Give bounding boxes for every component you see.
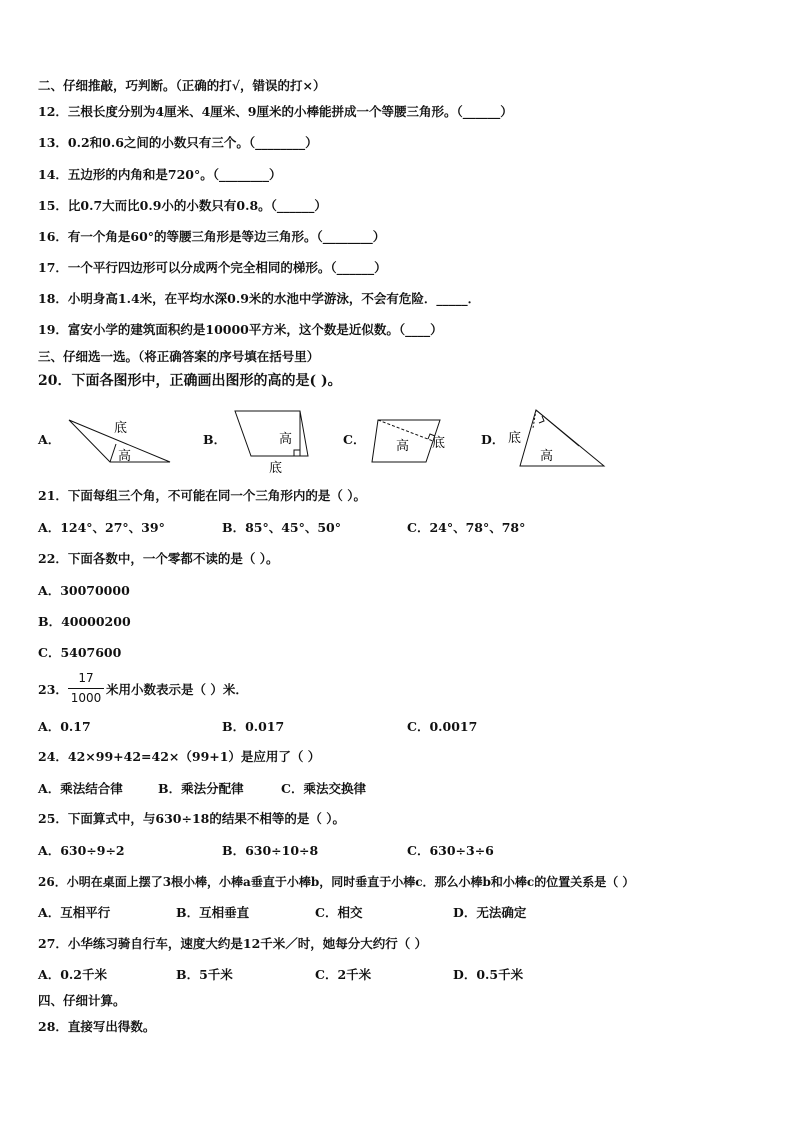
question-17: 17．一个平行四边形可以分成两个完全相同的梯形。（______） — [38, 260, 387, 275]
q25-option-c: C．630÷3÷6 — [407, 843, 494, 858]
q26-option-d: D．无法确定 — [453, 905, 527, 920]
question-23-number: 23． — [38, 682, 68, 697]
question-26: 26．小明在桌面上摆了3根小棒，小棒a垂直于小棒b，同时垂直于小棒c．那么小棒b和小棒c的位置关系是（ ） — [38, 875, 635, 889]
q26-option-c: C．相交 — [315, 905, 363, 920]
label-gao: 高 — [118, 449, 132, 464]
q21-option-a: A．124°、27°、39° — [38, 520, 165, 535]
q25-option-a: A．630÷9÷2 — [38, 843, 125, 858]
q24-option-b: B．乘法分配律 — [158, 781, 244, 796]
q20-option-b: B． — [203, 432, 227, 447]
q20-figure-a — [66, 414, 174, 466]
q24-option-a: A．乘法结合律 — [38, 781, 123, 796]
question-13: 13．0.2和0.6之间的小数只有三个。（________） — [38, 135, 318, 150]
q20-figure-c — [368, 414, 468, 466]
q20-figure-d — [506, 406, 610, 470]
question-24: 24．42×99+42=42×（99+1）是应用了（ ） — [38, 749, 321, 764]
section-3-title: 三、仔细选一选。（将正确答案的序号填在括号里） — [38, 349, 320, 364]
q23-fraction-bar — [68, 688, 104, 689]
q20-option-c: C． — [343, 432, 366, 447]
label-gao: 高 — [540, 449, 554, 464]
q23-option-a: A．0.17 — [38, 719, 91, 734]
question-18: 18．小明身高1.4米，在平均水深0.9米的水池中学游泳，不会有危险．_____． — [38, 291, 481, 306]
q21-option-c: C．24°、78°、78° — [407, 520, 526, 535]
label-di: 底 — [269, 461, 283, 476]
question-21: 21．下面每组三个角，不可能在同一个三角形内的是（ ）。 — [38, 488, 366, 503]
question-27: 27．小华练习骑自行车，速度大约是12千米／时，她每分大约行（ ） — [38, 936, 428, 951]
q22-option-b: B．40000200 — [38, 614, 131, 629]
q20-option-d: D． — [481, 432, 505, 447]
q22-option-a: A．30070000 — [38, 583, 130, 598]
q23-numerator: 17 — [78, 671, 94, 685]
question-22: 22．下面各数中，一个零都不读的是（ ）。 — [38, 551, 279, 566]
section-4-title: 四、仔细计算。 — [38, 993, 126, 1008]
q21-option-b: B．85°、45°、50° — [222, 520, 342, 535]
q20-option-a: A． — [38, 432, 61, 447]
section-2-title: 二、仔细推敲，巧判断。（正确的打√，错误的打×） — [38, 78, 326, 93]
q23-option-c: C．0.0017 — [407, 719, 478, 734]
q26-option-b: B．互相垂直 — [176, 905, 250, 920]
question-12: 12．三根长度分别为4厘米、4厘米、9厘米的小棒能拼成一个等腰三角形。（______） — [38, 104, 513, 119]
label-di: 底 — [114, 421, 128, 436]
label-gao: 高 — [396, 439, 410, 454]
question-14: 14．五边形的内角和是720°。（________） — [38, 167, 282, 182]
q24-option-c: C．乘法交换律 — [281, 781, 366, 796]
question-15: 15．比0.7大而比0.9小的小数只有0.8。（______） — [38, 198, 327, 213]
question-23-text: 米用小数表示是（ ）米． — [106, 682, 248, 697]
question-25: 25．下面算式中，与630÷18的结果不相等的是（ ）。 — [38, 811, 345, 826]
q20-figure-b — [232, 408, 324, 478]
q27-option-a: A．0.2千米 — [38, 967, 107, 982]
question-16: 16．有一个角是60°的等腰三角形是等边三角形。（________） — [38, 229, 386, 244]
q22-option-c: C．5407600 — [38, 645, 122, 660]
q25-option-b: B．630÷10÷8 — [222, 843, 319, 858]
label-di: 底 — [508, 431, 522, 446]
q23-option-b: B．0.017 — [222, 719, 285, 734]
question-19: 19．富安小学的建筑面积约是10000平方米，这个数是近似数。（____） — [38, 322, 443, 337]
q27-option-b: B．5千米 — [176, 967, 233, 982]
q23-denominator: 1000 — [70, 691, 102, 705]
question-28: 28．直接写出得数。 — [38, 1019, 156, 1034]
q27-option-c: C．2千米 — [315, 967, 372, 982]
question-20: 20．下面各图形中，正确画出图形的高的是( )。 — [38, 373, 342, 389]
q27-option-d: D．0.5千米 — [453, 967, 524, 982]
label-gao: 高 — [279, 432, 293, 447]
q26-option-a: A．互相平行 — [38, 905, 111, 920]
label-di: 底 — [432, 436, 446, 451]
